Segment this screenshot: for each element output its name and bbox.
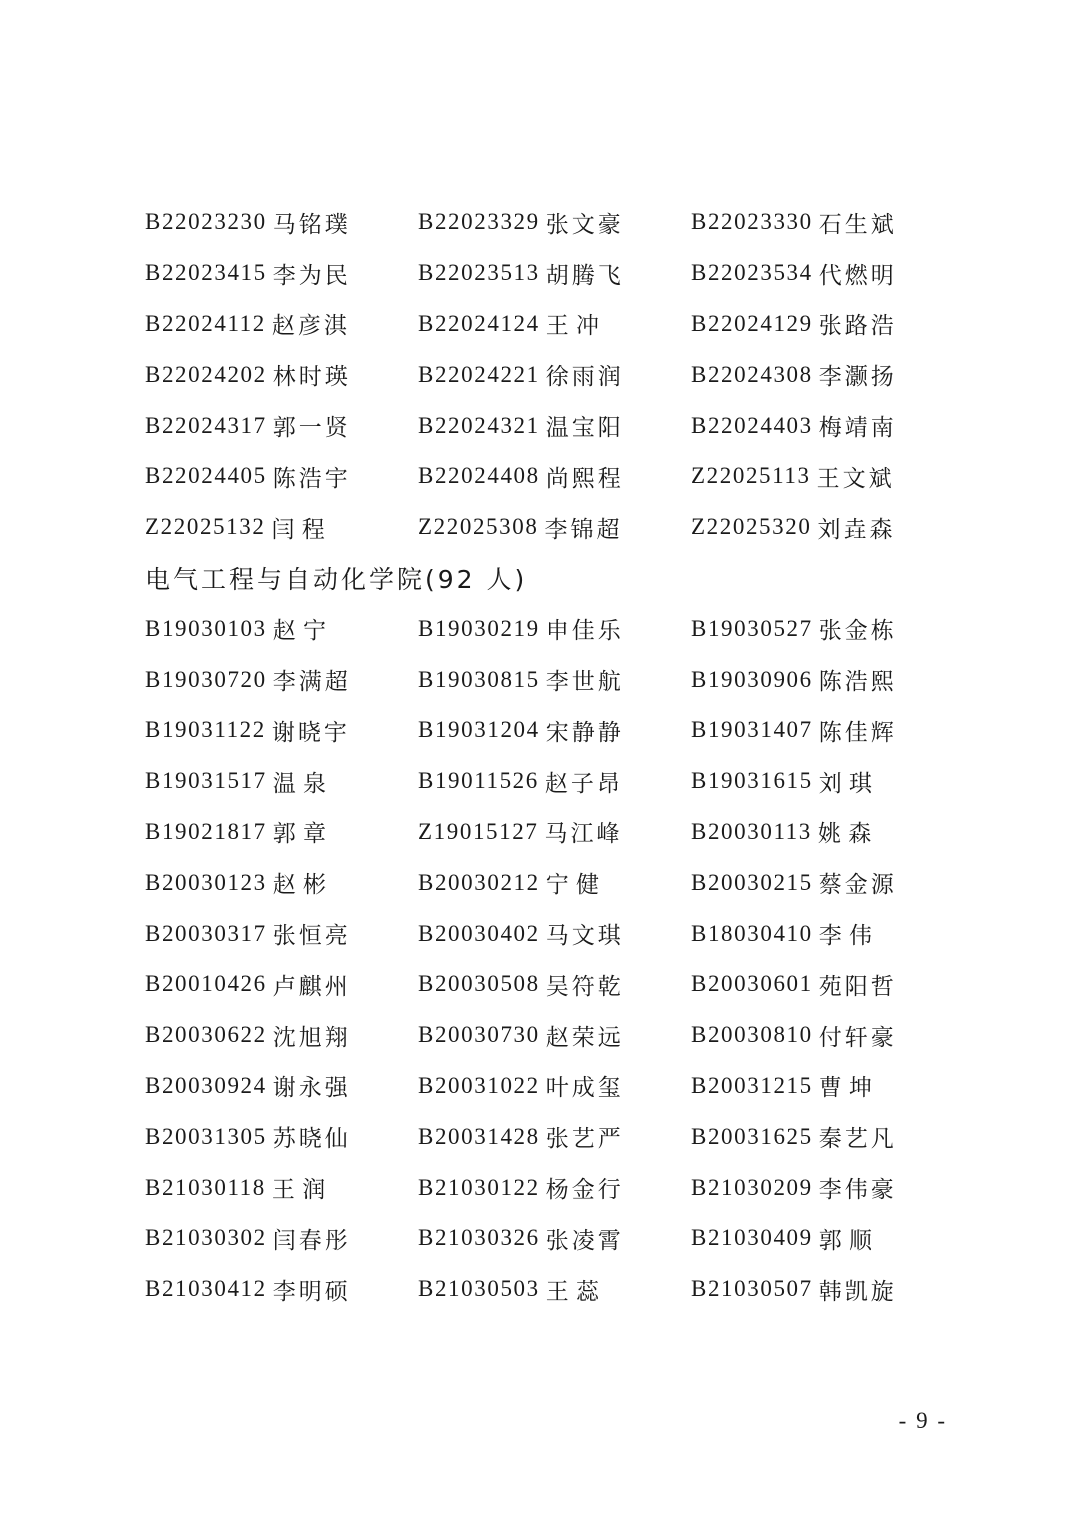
- student-id: B21030118: [145, 1174, 266, 1200]
- roster-row: [145, 705, 945, 756]
- roster-entry: [418, 257, 691, 290]
- roster-entry: [145, 1273, 418, 1306]
- student-name: 赵子昂: [544, 770, 623, 797]
- student-name: 宋静静: [545, 719, 624, 746]
- roster-row: [145, 349, 945, 400]
- student-id: B20030113: [691, 818, 812, 844]
- student-id: B20030508: [418, 971, 540, 997]
- roster-entry: [145, 307, 418, 340]
- student-id: B20010426: [145, 971, 267, 997]
- roster-row: [145, 1061, 945, 1112]
- student-name: 李 伟: [818, 923, 873, 950]
- student-name: 闫春彤: [272, 1227, 351, 1254]
- roster-row: [145, 654, 945, 705]
- roster-entry: [691, 968, 945, 1001]
- roster-content: [145, 197, 945, 1315]
- student-id: B20030215: [691, 869, 813, 895]
- roster-row: [145, 451, 945, 502]
- student-name: 杨金行: [545, 1177, 624, 1204]
- roster-entry: [418, 511, 691, 544]
- student-id: B22024202: [145, 361, 267, 387]
- roster-entry: [145, 409, 418, 442]
- student-id: B19030103: [145, 615, 267, 641]
- student-name: 刘垚森: [817, 516, 896, 543]
- roster-entry: [145, 663, 418, 696]
- roster-entry: [691, 1171, 945, 1204]
- roster-entry: [145, 968, 418, 1001]
- student-id: B19030906: [691, 666, 813, 692]
- roster-row: [145, 1264, 945, 1315]
- student-name: 谢永强: [272, 1075, 351, 1102]
- student-id: B20030601: [691, 971, 813, 997]
- student-name: 陈浩宇: [272, 465, 351, 492]
- roster-entry: [691, 663, 945, 696]
- student-name: 秦艺凡: [818, 1126, 897, 1153]
- roster-entry: [145, 917, 418, 950]
- roster-entry: [418, 815, 691, 848]
- student-name: 郭 章: [272, 821, 327, 848]
- roster-row: [145, 756, 945, 807]
- student-id: B19031517: [145, 768, 267, 794]
- student-id: B22024221: [418, 361, 540, 387]
- roster-entry: [145, 714, 418, 747]
- student-name: 李满超: [272, 669, 351, 696]
- student-id: B18030410: [691, 920, 813, 946]
- student-name: 刘 琪: [818, 770, 873, 797]
- student-id: B22023415: [145, 260, 267, 286]
- student-name: 苑阳哲: [818, 973, 897, 1000]
- roster-block-2: [145, 603, 945, 1314]
- roster-row: [145, 502, 945, 553]
- student-id: B20030622: [145, 1022, 267, 1048]
- roster-entry: [691, 206, 945, 239]
- roster-entry: [691, 1069, 945, 1102]
- roster-entry: [418, 206, 691, 239]
- student-name: 蔡金源: [818, 872, 897, 899]
- student-id: B20031428: [418, 1123, 540, 1149]
- student-name: 梅靖南: [818, 415, 897, 442]
- student-name: 卢麒州: [272, 973, 351, 1000]
- roster-entry: [418, 307, 691, 340]
- student-id: B20031215: [691, 1072, 813, 1098]
- roster-entry: [418, 663, 691, 696]
- student-name: 苏晓仙: [272, 1126, 351, 1153]
- student-name: 赵 彬: [272, 872, 327, 899]
- student-name: 马铭璞: [272, 211, 351, 238]
- student-name: 赵 宁: [272, 618, 327, 645]
- roster-entry: [145, 866, 418, 899]
- student-id: B21030209: [691, 1174, 813, 1200]
- roster-row: [145, 248, 945, 299]
- roster-entry: [691, 307, 945, 340]
- roster-row: [145, 1010, 945, 1061]
- student-name: 陈浩熙: [818, 669, 897, 696]
- student-name: 姚 森: [817, 821, 872, 848]
- student-id: B20031305: [145, 1123, 267, 1149]
- student-id: B19031122: [145, 717, 266, 743]
- student-id: B21030507: [691, 1276, 813, 1302]
- roster-entry: [691, 460, 945, 493]
- roster-row: [145, 959, 945, 1010]
- student-name: 李锦超: [544, 516, 623, 543]
- roster-entry: [418, 1273, 691, 1306]
- student-name: 赵彦淇: [271, 313, 350, 340]
- roster-entry: [145, 1069, 418, 1102]
- student-name: 张金栋: [818, 618, 897, 645]
- roster-entry: [418, 409, 691, 442]
- student-name: 李伟豪: [818, 1177, 897, 1204]
- roster-entry: [145, 1171, 418, 1204]
- roster-entry: [418, 968, 691, 1001]
- student-id: B22024317: [145, 412, 267, 438]
- student-id: Z19015127: [418, 818, 539, 844]
- roster-entry: [145, 1019, 418, 1052]
- roster-row: [145, 197, 945, 248]
- student-name: 王文斌: [816, 465, 895, 492]
- roster-entry: [418, 612, 691, 645]
- roster-entry: [691, 612, 945, 645]
- roster-row: [145, 1162, 945, 1213]
- student-id: B19030527: [691, 615, 813, 641]
- student-name: 付轩豪: [818, 1024, 897, 1051]
- student-name: 王 蕊: [545, 1278, 600, 1305]
- student-id: B19021817: [145, 818, 267, 844]
- roster-entry: [418, 1069, 691, 1102]
- student-id: B20030730: [418, 1022, 540, 1048]
- roster-entry: [145, 511, 418, 544]
- roster-entry: [691, 358, 945, 391]
- roster-row: [145, 603, 945, 654]
- student-id: B22023230: [145, 209, 267, 235]
- student-id: B19031204: [418, 717, 540, 743]
- student-id: B19030219: [418, 615, 540, 641]
- student-name: 曹 坤: [818, 1075, 873, 1102]
- student-id: B20030402: [418, 920, 540, 946]
- roster-entry: [418, 1171, 691, 1204]
- roster-entry: [418, 765, 691, 798]
- section-heading: 电气工程与自动化学院(92 人): [145, 564, 528, 594]
- student-name: 郭 顺: [818, 1227, 873, 1254]
- roster-entry: [418, 1222, 691, 1255]
- student-name: 马文琪: [545, 923, 624, 950]
- student-id: B21030302: [145, 1225, 267, 1251]
- roster-entry: [145, 358, 418, 391]
- student-id: B22024405: [145, 463, 267, 489]
- roster-entry: [691, 1273, 945, 1306]
- roster-entry: [691, 866, 945, 899]
- student-name: 石生斌: [818, 211, 897, 238]
- roster-row: [145, 908, 945, 959]
- student-name: 张艺严: [545, 1126, 624, 1153]
- roster-entry: [418, 917, 691, 950]
- student-id: B21030326: [418, 1225, 540, 1251]
- student-name: 尚熙程: [545, 465, 624, 492]
- student-id: Z22025132: [145, 514, 266, 540]
- roster-entry: [418, 460, 691, 493]
- student-name: 宁 健: [545, 872, 600, 899]
- roster-entry: [145, 257, 418, 290]
- student-id: B22024129: [691, 310, 813, 336]
- student-id: B20030810: [691, 1022, 813, 1048]
- roster-row: [145, 1111, 945, 1162]
- roster-entry: [691, 917, 945, 950]
- student-name: 申佳乐: [545, 618, 624, 645]
- student-id: B21030122: [418, 1174, 540, 1200]
- student-id: B19011526: [418, 768, 539, 794]
- student-name: 郭一贤: [272, 415, 351, 442]
- roster-entry: [691, 815, 945, 848]
- student-name: 韩凯旋: [818, 1278, 897, 1305]
- student-name: 林时瑛: [272, 364, 351, 391]
- student-id: B22023329: [418, 209, 540, 235]
- student-id: B22024112: [145, 310, 266, 336]
- student-id: B22023513: [418, 260, 540, 286]
- roster-entry: [691, 714, 945, 747]
- student-name: 张路浩: [818, 313, 897, 340]
- student-id: B22024408: [418, 463, 540, 489]
- roster-row: [145, 807, 945, 858]
- student-id: Z22025308: [418, 514, 539, 540]
- roster-entry: [145, 206, 418, 239]
- student-id: B20030123: [145, 869, 267, 895]
- student-name: 王 冲: [545, 313, 600, 340]
- student-name: 温 泉: [272, 770, 327, 797]
- student-id: B22024124: [418, 310, 540, 336]
- roster-entry: [691, 1222, 945, 1255]
- roster-entry: [691, 511, 945, 544]
- student-id: B22023534: [691, 260, 813, 286]
- roster-entry: [691, 257, 945, 290]
- student-id: B21030409: [691, 1225, 813, 1251]
- student-id: B21030503: [418, 1276, 540, 1302]
- student-id: B22024403: [691, 412, 813, 438]
- roster-entry: [691, 1120, 945, 1153]
- student-name: 谢晓宇: [271, 719, 350, 746]
- roster-entry: [145, 612, 418, 645]
- student-name: 王 润: [271, 1177, 326, 1204]
- student-id: B20030924: [145, 1072, 267, 1098]
- student-name: 张文豪: [545, 211, 624, 238]
- student-name: 徐雨润: [545, 364, 624, 391]
- student-name: 闫 程: [271, 516, 325, 543]
- page-number: - 9 -: [898, 1408, 947, 1433]
- student-id: B20030212: [418, 869, 540, 895]
- student-id: B22023330: [691, 209, 813, 235]
- student-name: 代燃明: [818, 262, 897, 289]
- student-id: Z22025113: [691, 463, 811, 489]
- student-name: 马江峰: [544, 821, 623, 848]
- student-name: 李灏扬: [818, 364, 897, 391]
- student-name: 温宝阳: [545, 415, 624, 442]
- student-id: B20031625: [691, 1123, 813, 1149]
- roster-entry: [418, 1120, 691, 1153]
- student-id: Z22025320: [691, 514, 812, 540]
- student-id: B19031407: [691, 717, 813, 743]
- student-name: 吴符乾: [545, 973, 624, 1000]
- roster-row: [145, 400, 945, 451]
- roster-entry: [145, 1120, 418, 1153]
- roster-block-1: [145, 197, 945, 553]
- student-id: B22024321: [418, 412, 540, 438]
- roster-entry: [145, 815, 418, 848]
- student-name: 胡腾飞: [545, 262, 624, 289]
- roster-entry: [691, 409, 945, 442]
- roster-entry: [691, 765, 945, 798]
- roster-entry: [145, 460, 418, 493]
- student-id: B20030317: [145, 920, 267, 946]
- student-id: B19030720: [145, 666, 267, 692]
- roster-entry: [691, 1019, 945, 1052]
- student-id: B19031615: [691, 768, 813, 794]
- roster-entry: [418, 866, 691, 899]
- roster-entry: [145, 1222, 418, 1255]
- roster-entry: [145, 765, 418, 798]
- roster-row: [145, 299, 945, 350]
- roster-entry: [418, 1019, 691, 1052]
- student-name: 张恒亮: [272, 923, 351, 950]
- roster-row: [145, 1213, 945, 1264]
- roster-entry: [418, 358, 691, 391]
- student-name: 李明硕: [272, 1278, 351, 1305]
- student-name: 李为民: [272, 262, 351, 289]
- student-id: B21030412: [145, 1276, 267, 1302]
- student-name: 沈旭翔: [272, 1024, 351, 1051]
- student-id: B19030815: [418, 666, 540, 692]
- student-name: 赵荣远: [545, 1024, 624, 1051]
- student-id: B22024308: [691, 361, 813, 387]
- student-id: B20031022: [418, 1072, 540, 1098]
- roster-row: [145, 857, 945, 908]
- student-name: 张凌霄: [545, 1227, 624, 1254]
- student-name: 李世航: [545, 669, 624, 696]
- student-name: 陈佳辉: [818, 719, 897, 746]
- roster-entry: [418, 714, 691, 747]
- student-name: 叶成玺: [545, 1075, 624, 1102]
